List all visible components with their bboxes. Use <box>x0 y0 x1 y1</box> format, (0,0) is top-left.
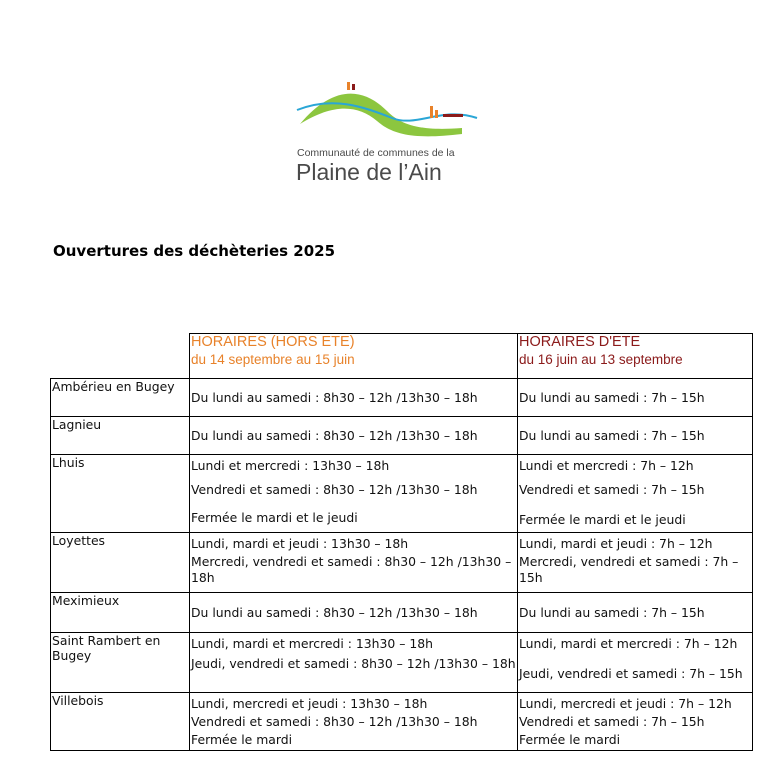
hours-line: Fermée le mardi <box>519 732 621 747</box>
hours-line: Lundi, mardi et jeudi : 7h – 12h <box>519 536 713 551</box>
table-header-row <box>51 334 753 379</box>
schedule-table <box>50 333 753 751</box>
site-name: Saint Rambert en Bugey <box>51 633 190 693</box>
hours-line: Fermée le mardi et le jeudi <box>519 512 686 527</box>
hours-line: Vendredi et samedi : 8h30 – 12h /13h30 – 18h <box>191 482 478 497</box>
table-row <box>51 533 753 593</box>
table-row <box>51 417 753 455</box>
hours-line: Lundi, mardi et jeudi : 13h30 – 18h <box>191 536 409 551</box>
logo <box>292 76 482 188</box>
hours-line: Vendredi et samedi : 7h – 15h <box>519 482 705 497</box>
hours-line: Du lundi au samedi : 8h30 – 12h /13h30 – 18h <box>191 604 478 620</box>
site-name: Loyettes <box>51 533 190 593</box>
table-row <box>51 593 753 633</box>
off-season-hours <box>190 417 518 455</box>
off-season-hours <box>190 533 518 593</box>
summer-hours <box>518 455 753 533</box>
off-season-hours <box>190 593 518 633</box>
off-season-hours <box>190 379 518 417</box>
hours-line: Fermée le mardi et le jeudi <box>191 510 358 525</box>
header-off-season <box>190 334 518 379</box>
summer-hours <box>518 593 753 633</box>
hours-line: Vendredi et samedi : 7h – 15h <box>519 714 705 729</box>
table-row <box>51 633 753 693</box>
hours-line: Du lundi au samedi : 7h – 15h <box>519 389 705 405</box>
page-title: Ouvertures des déchèteries 2025 <box>53 242 336 260</box>
hours-line: Lundi et mercredi : 13h30 – 18h <box>191 458 390 473</box>
hours-line: Jeudi, vendredi et samedi : 8h30 – 12h /13h30 – 18h <box>191 656 516 671</box>
header-empty-cell <box>51 334 190 379</box>
header-off-season-period: du 14 septembre au 15 juin <box>191 352 355 367</box>
logo-subtitle: Communauté de communes de la <box>297 147 455 159</box>
hours-line: Lundi, mardi et mercredi : 13h30 – 18h <box>191 636 433 651</box>
hours-line: Fermée le mardi <box>191 732 293 747</box>
logo-landscape-icon <box>292 76 482 148</box>
hours-line: Lundi et mercredi : 7h – 12h <box>519 458 694 473</box>
site-name: Lhuis <box>51 455 190 533</box>
site-name: Villebois <box>51 693 190 751</box>
summer-hours <box>518 633 753 693</box>
site-name: Ambérieu en Bugey <box>51 379 190 417</box>
hours-line: Du lundi au samedi : 7h – 15h <box>519 427 705 443</box>
summer-hours <box>518 379 753 417</box>
logo-name: Plaine de l’Ain <box>296 159 442 185</box>
off-season-hours <box>190 455 518 533</box>
off-season-hours <box>190 633 518 693</box>
off-season-hours <box>190 693 518 751</box>
hours-line: Lundi, mercredi et jeudi : 13h30 – 18h <box>191 696 428 711</box>
header-off-season-title: HORAIRES (HORS ETE) <box>191 334 355 350</box>
header-summer-period: du 16 juin au 13 septembre <box>519 352 683 367</box>
hours-line: Vendredi et samedi : 8h30 – 12h /13h30 – 18h <box>191 714 478 729</box>
table-row <box>51 455 753 533</box>
hours-line: Du lundi au samedi : 8h30 – 12h /13h30 – 18h <box>191 427 478 443</box>
header-summer <box>518 334 753 379</box>
hours-line: Mercredi, vendredi et samedi : 8h30 – 12h /13h30 – 18h <box>191 554 512 585</box>
summer-hours <box>518 533 753 593</box>
summer-hours <box>518 417 753 455</box>
hours-line: Lundi, mercredi et jeudi : 7h – 12h <box>519 696 732 711</box>
hours-line: Du lundi au samedi : 8h30 – 12h /13h30 – 18h <box>191 389 478 405</box>
hours-line: Jeudi, vendredi et samedi : 7h – 15h <box>519 666 743 681</box>
table-row <box>51 379 753 417</box>
summer-hours <box>518 693 753 751</box>
header-summer-title: HORAIRES D'ETE <box>519 334 641 350</box>
table-row <box>51 693 753 751</box>
site-name: Lagnieu <box>51 417 190 455</box>
hours-line: Du lundi au samedi : 7h – 15h <box>519 604 705 620</box>
hours-line: Mercredi, vendredi et samedi : 7h – 15h <box>519 554 739 585</box>
site-name: Meximieux <box>51 593 190 633</box>
hours-line: Lundi, mardi et mercredi : 7h – 12h <box>519 636 738 651</box>
